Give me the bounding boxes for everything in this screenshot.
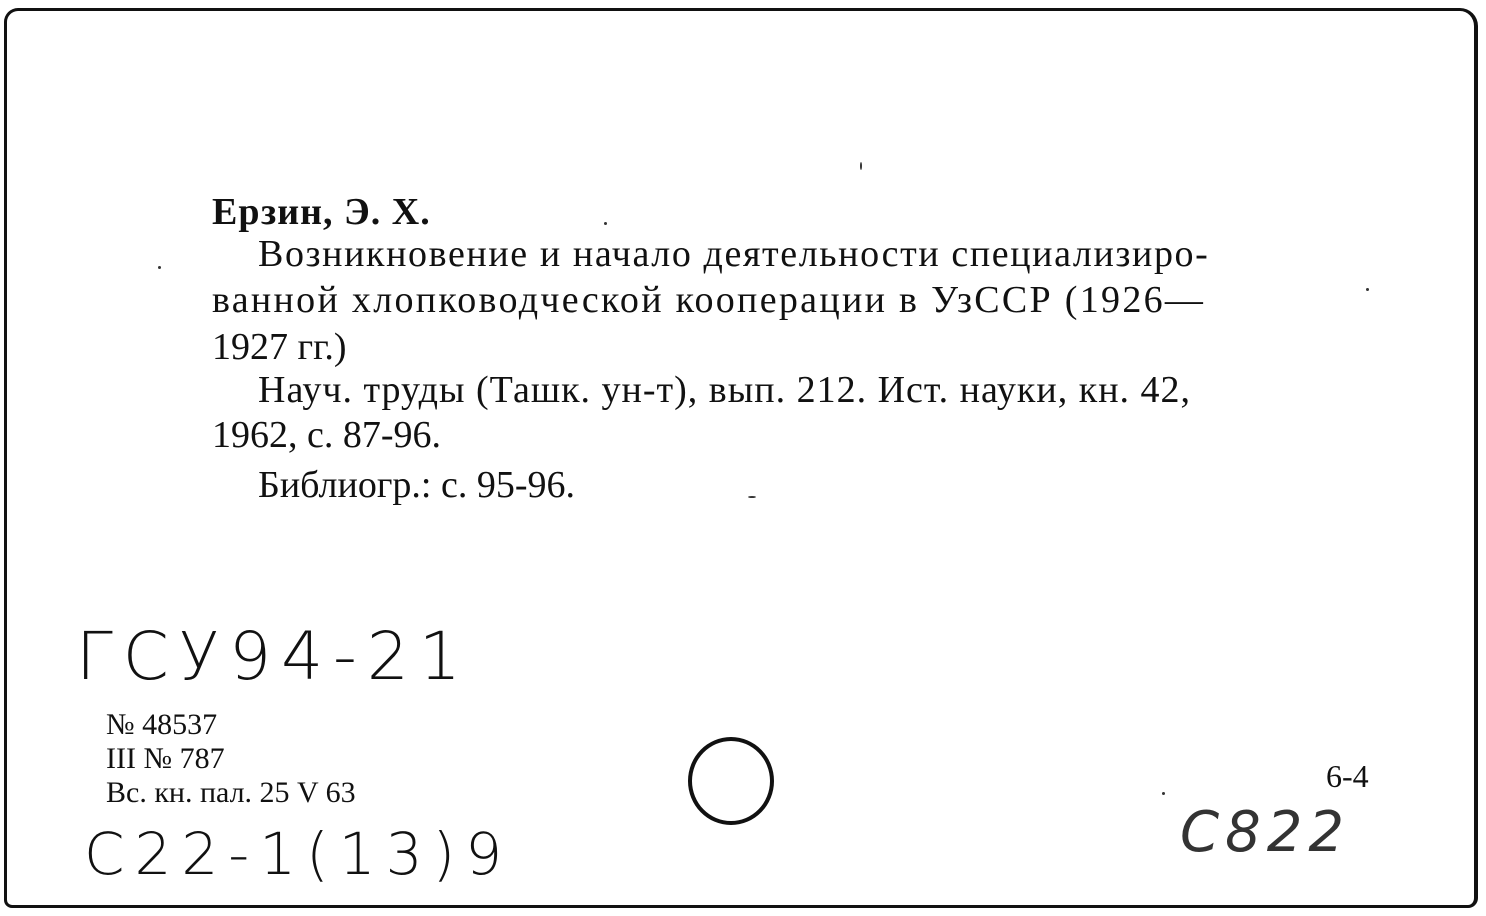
inventory-number: III № 787 [106,742,225,775]
author-heading: Ерзин, Э. Х. [212,191,431,233]
bibliography-note: Библиогр.: с. 95-96. [258,464,576,506]
punch-hole [688,737,774,825]
catalog-code: 6-4 [1326,758,1369,794]
handwritten-classification: С22-1(13)9 [84,820,513,888]
handwritten-number: С822 [1180,800,1350,865]
speck [860,162,862,170]
source-line-2: 1962, с. 87-96. [212,414,442,456]
title-line-2: ванной хлопководческой кооперации в УзССР (1926— [212,279,1206,321]
title-line-3: 1927 гг.) [212,326,347,368]
speck [748,496,756,498]
speck [158,266,161,269]
received-stamp: Вс. кн. пал. 25 V 63 [106,776,356,809]
speck [604,222,607,225]
source-line-1: Науч. труды (Ташк. ун-т), вып. 212. Ист. науки, кн. 42, [258,369,1192,411]
speck [1366,288,1369,291]
title-line-1: Возникновение и начало деятельности специализиро- [258,233,1210,275]
speck [1162,792,1165,795]
accession-number: № 48537 [106,708,218,741]
handwritten-shelfmark: ГСУ94-21 [76,618,471,695]
